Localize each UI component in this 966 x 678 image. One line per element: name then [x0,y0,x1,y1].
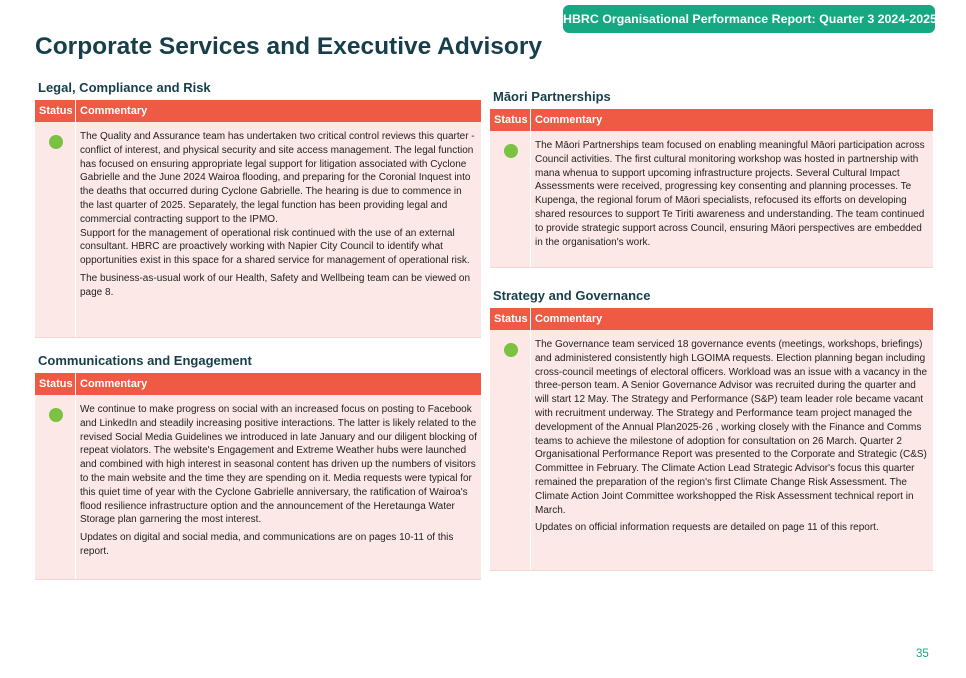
status-cell [35,395,76,579]
status-green-indicator [504,343,518,357]
section-heading: Strategy and Governance [493,288,651,303]
status-column-header: Status [35,100,76,122]
report-title-banner: HBRC Organisational Performance Report: Quarter 3 2024-2025 [563,5,935,33]
section-heading: Māori Partnerships [493,89,611,104]
status-cell [490,131,531,267]
section-heading: Communications and Engagement [38,353,252,368]
commentary-paragraph: Updates on digital and social media, and communications are on pages 10-11 of this report. [80,532,454,557]
commentary-paragraph: We continue to make progress on social with an increased focus on posting to Facebook and LinkedIn and steadily increasing positive interactions. The latter is likely related to the revised Social Media Guidelines we introduced in late January and our diligent blocking of repeat violators. The website's Engagement and Extreme Weather hubs were launched and combined with high interest in seasonal content has driven up the numbers of visitors to the main website and the time they are spending on it. Media requests were typical for this quiet time of year with the Cyclone Gabrielle anniversary, the ratification of Wairoa's flood resilience infrastructure option and the announcement of the Heretaunga Water Storage plan garnering the most interest. [80,404,477,526]
commentary-column-header: Commentary [535,313,603,325]
commentary-table [490,109,933,268]
status-green-indicator [49,408,63,422]
status-column-header: Status [490,308,531,330]
status-column-header: Status [35,373,76,395]
status-cell [35,122,76,337]
commentary-table [490,308,933,571]
commentary-paragraph: The Māori Partnerships team focused on enabling meaningful Māori participation across Council activities. The first cultural monitoring workshop was hosted in partnership with mana whenua to support upcoming infrastructure projects. Several Cultural Impact Assessments were received, progressing key consenting and planning processes. Te Kupenga, the regional forum of Māori specialists, refocused its efforts on developing shared resources to support Te Tiriti awareness and understanding. The team continued to provide strategic support across Council, ensuring Māori perspectives are embedded in the organisation's work. [535,140,925,248]
commentary-cell [76,395,481,579]
section-heading: Legal, Compliance and Risk [38,80,211,95]
status-green-indicator [504,144,518,158]
commentary-cell [531,131,933,267]
commentary-cell [76,122,481,337]
page-number: 35 [916,648,929,660]
commentary-cell [531,330,933,570]
commentary-column-header: Commentary [80,105,148,117]
status-column-header: Status [490,109,531,131]
commentary-table [35,373,481,580]
table-row [490,330,933,570]
section-communications [35,353,481,580]
commentary-paragraph: The Quality and Assurance team has undertaken two critical control reviews this quarter - conflict of interest, and physical security and site access management. The legal function has focused on ensuring appropriate legal support for litigation associated with Cyclone Gabrielle and the June 2024 Wairoa flooding, and preparing for the Coronial Inquest into the deaths that occurred during Cyclone Gabrielle. The hearing is due to commence in the last quarter of 2025. Separately, the legal function has been providing legal and commercial contracting support to the IPMO. Support for the management of operational risk continued with the use of an external consultant. HBRC are proactively working with Napier City Council to identify what opportunities exist in this space for a shared service for management of operational risk. [80,131,475,267]
section-legal [35,80,481,338]
section-strategy-governance [490,288,933,571]
table-row [490,131,933,267]
commentary-column-header: Commentary [80,378,148,390]
page-title: Corporate Services and Executive Advisory [35,33,542,60]
commentary-paragraph: Updates on official information requests are detailed on page 11 of this report. [535,522,879,534]
table-header [35,100,481,122]
table-row [35,395,481,579]
commentary-table [35,100,481,338]
commentary-paragraph: The Governance team serviced 18 governance events (meetings, workshops, briefings) and administered consistently high LGOIMA requests. Election planning began including cross-council meetings of electoral officers. Workload was an issue with a vacancy in the three-person team. A Senior Governance Advisor was recruited during the quarter and will start 12 May. The Strategy and Performance (S&P) team leader role became vacant with recruitment underway. The Strategy and Performance team project managed the development of the Annual Plan2025-26 , working closely with the Finance and Comms teams to achieve the milestone of adoption for consultation on 26 March. Quarter 2 Organisational Performance Report was presented to the Corporate and Strategic (C&S) Committee in February. The Climate Action Lead Strategic Advisor's focus this quarter remained the preparation of the region's first Climate Change Risk Assessment. The Climate Action Joint Committee workshopped the Risk Assessment technical report in March. [535,339,928,516]
status-green-indicator [49,135,63,149]
table-header [35,373,481,395]
status-cell [490,330,531,570]
table-header [490,308,933,330]
commentary-paragraph: The business-as-usual work of our Health, Safety and Wellbeing team can be viewed on page 8. [80,272,471,298]
table-row [35,122,481,337]
commentary-column-header: Commentary [535,114,603,126]
table-header [490,109,933,131]
section-maori-partnerships [490,89,933,268]
